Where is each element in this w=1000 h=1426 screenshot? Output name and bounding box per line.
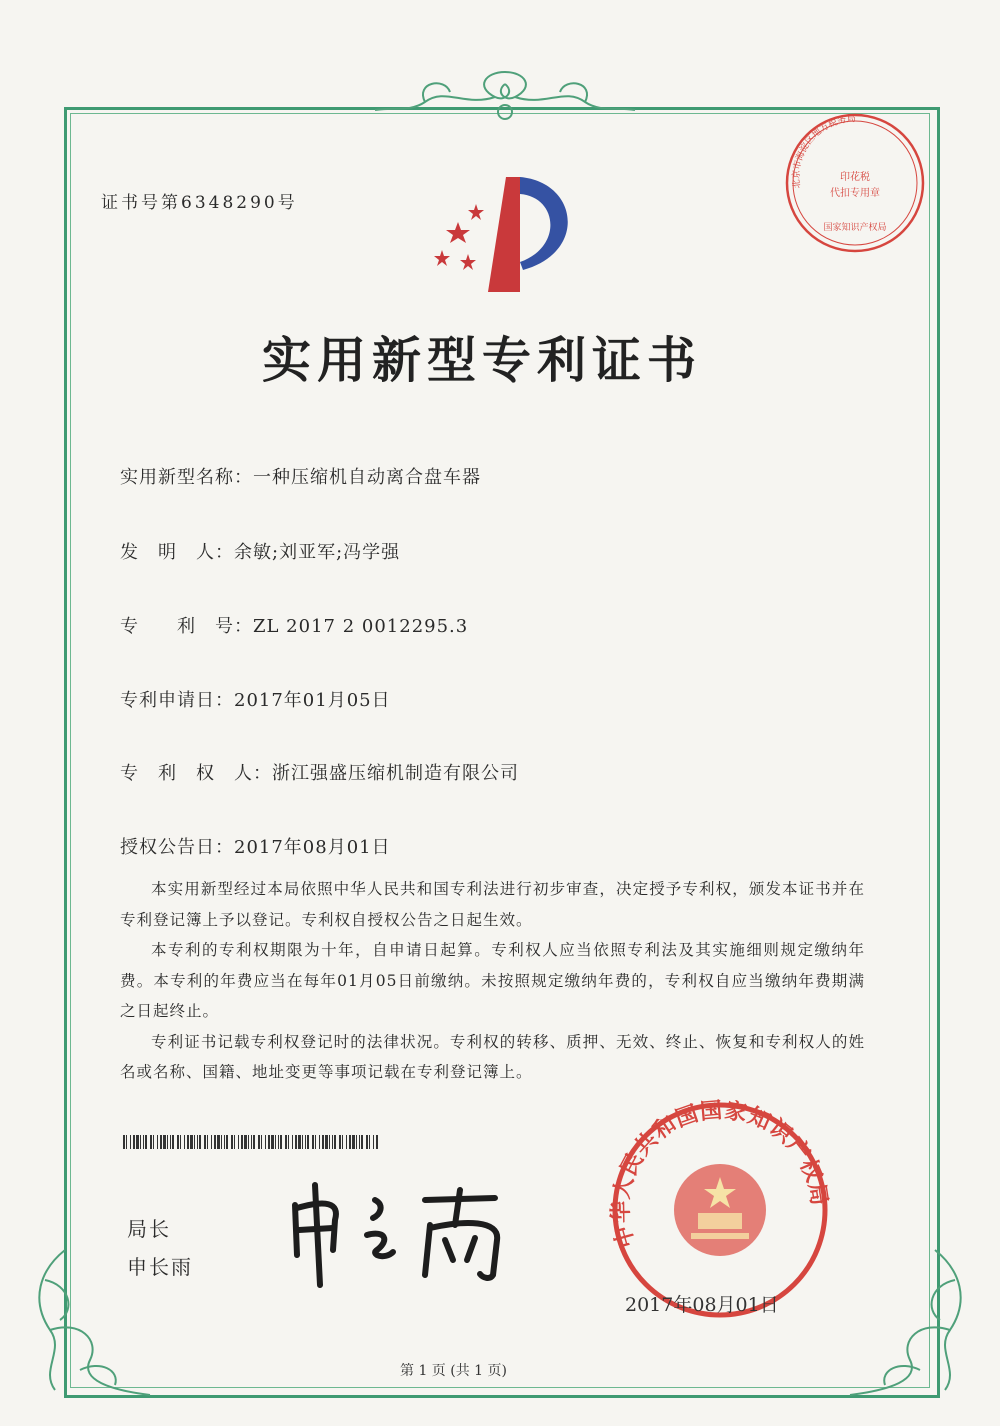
field-value: 浙江强盛压缩机制造有限公司	[272, 763, 519, 784]
director-signature	[285, 1180, 515, 1290]
field-grant-date	[120, 833, 391, 859]
field-inventors	[120, 538, 400, 564]
certificate-number: 证书号第6348290号	[101, 193, 298, 213]
director-name: 申长雨	[127, 1255, 193, 1279]
field-label: 专利申请日：	[120, 690, 234, 711]
tax-seal-ring-text: 北京市海淀区地方税务局	[791, 114, 857, 189]
field-label: 发 明 人：	[120, 542, 234, 563]
page-number: 第 1 页 (共 1 页)	[400, 1363, 507, 1379]
field-value: 2017年01月05日	[234, 690, 391, 711]
field-utility-model-name	[120, 463, 481, 489]
director-title: 局长	[127, 1217, 171, 1241]
field-value: 余敏;刘亚军;冯学强	[234, 542, 401, 563]
top-ornament-icon	[355, 62, 655, 132]
patent-office-logo-icon	[428, 172, 588, 297]
certificate-title: 实用新型专利证书	[262, 332, 703, 389]
tax-seal-bottom-text: 国家知识产权局	[823, 223, 887, 233]
paragraph: 本实用新型经过本局依照中华人民共和国专利法进行初步审查，决定授予专利权，颁发本证书并在专利登记簿上予以登记。专利权自授权公告之日起生效。	[120, 880, 865, 929]
field-label: 授权公告日：	[120, 837, 234, 858]
official-seal-text: 中华人民共和国国家知识产权局	[608, 1098, 832, 1251]
field-label: 专 利 权 人：	[120, 763, 272, 784]
bottom-right-ornament-icon	[830, 1240, 980, 1410]
field-application-date	[120, 686, 391, 712]
field-patent-number	[120, 612, 468, 638]
paragraph: 本专利的专利权期限为十年，自申请日起算。专利权人应当依照专利法及其实施细则规定缴纳年费。本专利的年费应当在每年01月05日前缴纳。未按照规定缴纳年费的，专利权自应当缴纳年费期满之日起终止。	[120, 941, 865, 1020]
tax-seal-inner-text-1: 印花税	[840, 172, 870, 183]
field-label: 专 利 号：	[120, 616, 253, 637]
barcode	[123, 1135, 381, 1149]
paragraph: 专利证书记载专利权登记时的法律状况。专利权的转移、质押、无效、终止、恢复和专利权人的姓名或名称、国籍、地址变更等事项记载在专利登记簿上。	[120, 1032, 865, 1081]
seal-date: 2017年08月01日	[625, 1294, 779, 1316]
field-value: 一种压缩机自动离合盘车器	[253, 467, 481, 488]
field-patentee	[120, 759, 519, 785]
field-value: ZL 2017 2 0012295.3	[253, 616, 469, 637]
field-value: 2017年08月01日	[234, 837, 391, 858]
tax-seal-inner-text-2: 代扣专用章	[830, 188, 880, 199]
certificate-body	[120, 874, 865, 1088]
field-label: 实用新型名称：	[120, 467, 253, 488]
tax-stamp-seal	[780, 108, 930, 258]
